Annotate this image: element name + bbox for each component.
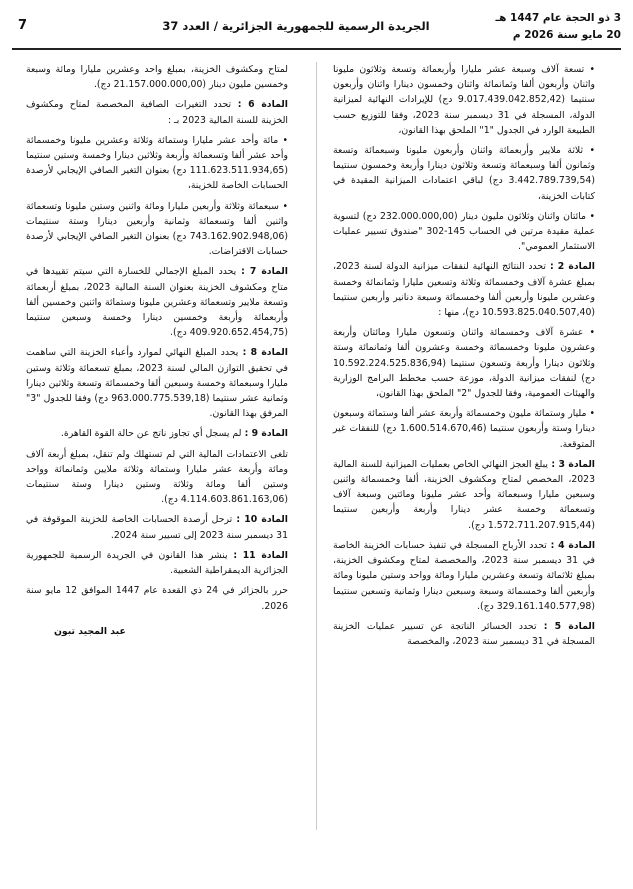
paragraph xyxy=(26,133,288,194)
column-divider xyxy=(316,62,317,830)
article-heading: المادة 6 : xyxy=(231,99,288,111)
article-heading: المادة 9 : xyxy=(241,428,288,440)
paragraph xyxy=(333,538,595,614)
paragraph-text: تحدد الأرباح المسجلة في تنفيذ حسابات الخزينة الخاصة في 31 ديسمبر سنة 2023، والمخصصة لمتاح ومكشوف الخزينة، بمبلغ ثلاثمائة وتسعة وعشرين مليارا ومائة وواحد وستين مليونا ومائة وأربعين ألفا وخمسمائة وسبعة وسبعين دينارا وثمانية وتسعين سنتيما (329.161.140.577,98 دج). xyxy=(333,539,595,612)
paragraph xyxy=(333,209,595,255)
paragraph-text: تحدد التغيرات الصافية المخصصة لمتاح ومكشوف الخزينة للسنة المالية 2023 بـ : xyxy=(26,99,288,126)
paragraph-text: تحدد الخسائر الناتجة عن تسيير عمليات الخزينة المسجلة في 31 ديسمبر سنة 2023، والمخصصة xyxy=(333,620,595,648)
paragraph xyxy=(26,548,288,578)
paragraph xyxy=(26,447,288,508)
paragraph-text: يحدد المبلغ الإجمالي للخسارة التي سيتم تقييدها في متاح ومكشوف الخزينة بعنوان السنة المالية 2023، بمبلغ أربعمائة وتسعة ملايير وتسعمائة وعشرين مليونا وستمائة واثنين وخمسين ألفا وأربعمائة وأربعة وخمسين دينارا وخمسة وسبعين سنتيما (409.920.652.454,75 دج). xyxy=(26,266,288,339)
paragraph-text: • عشرة آلاف وخمسمائة واثنان وتسعون مليارا ومائتان وأربعة وعشرون مليونا وخمسمائة وخمسة وعشرون ألفا وثمانمائة وستة وثلاثون دينارا وأربعة وتسعون سنتيما (10.592.224.525.836,94 دج) لنفقات ميزانية الدولة، موزعة حسب مخطط البرامج الوزارية والهيئات العمومية، وفقا للجدول "2" الملحق بهذا القانون، xyxy=(333,327,595,400)
paragraph xyxy=(26,62,288,92)
article-heading: المادة 2 : xyxy=(545,261,595,273)
article-heading: المادة 4 : xyxy=(546,539,596,551)
left-column xyxy=(26,62,288,644)
article-heading: المادة 5 : xyxy=(536,620,595,632)
paragraph xyxy=(333,457,595,533)
paragraph-text: يحدد المبلغ النهائي لموارد وأعباء الخزينة التي ساهمت في تحقيق التوازن المالي لسنة 2023، بمبلغ تسعمائة وثلاثة وستين مليارا وسبعمائة وخمسة وسبعين ألفا وخمسمائة وتسعة وثلاثين دينارا وثمانية عشر سنتيما (963.000.775.539,18 دج) وفقا للجدول "3" المرفق بهذا القانون. xyxy=(26,347,288,420)
paragraph-text: • تسعة آلاف وسبعة عشر مليارا وأربعمائة وتسعة وثلاثون مليونا واثنان وأربعون ألفا وثمانمائة واثنان وخمسون دينارا واثنان وأربعون سنتيما (9.017.439.042.852,42 دج) للإيرادات النهائية لميزانية الدولة، المسجلة في 31 ديسمبر سنة 2023، وفقا للتوزيع حسب الطبيعة الوارد في الجدول "1" الملحق بهذا القانون، xyxy=(333,64,595,136)
header-date xyxy=(489,10,621,44)
page-header xyxy=(12,10,621,50)
paragraph-text: لم يسجل أي تجاوز ناتج عن حالة القوة القاهرة. xyxy=(60,428,242,440)
paragraph xyxy=(26,97,288,127)
header-title: الجريدة الرسمية للجمهورية الجزائرية / العدد 37 xyxy=(162,19,430,33)
paragraph-text: • مائتان واثنان وثلاثون مليون دينار (232.000.000,00 دج) لتسوية عملية مقيدة مرتين في الحساب 145-302 "صندوق تسيير عمليات الاستثمار العمومي". xyxy=(333,210,595,253)
paragraph-text: • مائة وأحد عشر مليارا وستمائة وثلاثة وعشرين مليونا وخمسمائة وأحد عشر ألفا وتسعمائة وأربعة وثلاثين دينارا وخمسة وستين سنتيما (111.623.511.934,65 دج) بعنوان التغير الصافي الإيجابي لأرصدة الحسابات الخاصة للخزينة، xyxy=(26,134,288,192)
paragraph-text: • ثلاثة ملايير وأربعمائة واثنان وأربعون مليونا وسبعمائة وتسعة وثمانون ألفا وسبعمائة وتسعة وثلاثون دينارا وأربعة وخمسون سنتيما (3.442.789.739,54 دج) لباقي اعتمادات الميزانية المقيدة في كتابات الخزينة، xyxy=(333,145,595,202)
paragraph-text: • سبعمائة وثلاثة وأربعين مليارا ومائة واثنين وستين مليونا وتسعمائة واثنين ألفا وتسعمائة وثمانية وأربعين دينارا وستة سنتيمات (743.162.902.948,06 دج) بعنوان التغير الصافي الإيجابي لأرصدة حسابات الاقتراضات. xyxy=(26,200,288,258)
paragraph xyxy=(333,143,595,204)
paragraph xyxy=(26,264,288,340)
article-heading: المادة 7 : xyxy=(236,266,288,278)
paragraph xyxy=(26,199,288,260)
paragraph-text: ترحل أرصدة الحسابات الخاصة للخزينة الموقوفة في 31 ديسمبر سنة 2023 إلى تسيير سنة 2024. xyxy=(26,514,288,541)
paragraph xyxy=(26,345,288,421)
paragraph-text: يبلغ العجز النهائي الخاص بعمليات الميزانية للسنة المالية 2023، المخصص لمتاح ومكشوف الخزينة، ألفا وخمسمائة واثنين وسبعين مليارا وسبعمائة وأحد عشر مليونا ومائتين وسبعة آلاف وتسعمائة وخمسة عشر دينارا وأربعة وأربعين سنتيما (1.572.711.207.915,44 دج). xyxy=(333,458,595,531)
header-date-gregorian: 20 مايو سنة 2026 م xyxy=(512,29,621,41)
paragraph-text: • مليار وستمائة مليون وخمسمائة وأربعة عشر ألفا وستمائة وسبعون دينارا وستة وأربعون سنتيما (1.600.514.670,46 دج) للنفقات غير المتوقعة. xyxy=(333,408,595,450)
paragraph-text: تلغى الاعتمادات المالية التي لم تستهلك ولم تنقل، بمبلغ أربعة آلاف ومائة وأربعة عشر مليارا وستمائة وثلاثة ملايين وثمانمائة وواحد وستين ألفا ومائة وثلاثة وستين دينارا وستة سنتيمات (4.114.603.861.163,06 دج). xyxy=(26,448,288,506)
article-heading: المادة 3 : xyxy=(548,458,595,470)
paragraph xyxy=(26,426,288,441)
paragraph xyxy=(333,62,595,138)
page-number: 7 xyxy=(18,18,28,33)
paragraph xyxy=(26,583,288,613)
paragraph xyxy=(333,259,595,320)
paragraph-text: حرر بالجزائر في 24 ذي القعدة عام 1447 الموافق 12 مايو سنة 2026. xyxy=(26,585,288,612)
article-heading: المادة 10 : xyxy=(232,514,288,526)
header-date-hijri: 3 ذو الحجة عام 1447 هـ xyxy=(495,12,621,24)
paragraph-text: تحدد النتائج النهائية لنفقات ميزانية الدولة لسنة 2023، بمبلغ عشرة آلاف وخمسمائة وثلاثة وتسعين مليارا وثمانمائة وخمسة وعشرين مليونا وأربعين ألفا وخمسمائة وسبعة دنانير وأربعين سنتيما (10.593.825.040.507,40 دج)، منها : xyxy=(333,261,595,319)
article-heading: المادة 11 : xyxy=(227,549,288,561)
paragraph-text: ينشر هذا القانون في الجريدة الرسمية للجمهورية الجزائرية الديمقراطية الشعبية. xyxy=(26,549,288,577)
paragraph xyxy=(26,512,288,542)
paragraph-text: لمتاح ومكشوف الخزينة، بمبلغ واحد وعشرين مليارا ومائة وسبعة وخمسين مليون دينار (21.157.000.000,00 دج). xyxy=(26,64,288,91)
paragraph xyxy=(333,406,595,452)
paragraph xyxy=(333,325,595,401)
article-heading: المادة 8 : xyxy=(238,347,288,359)
paragraph xyxy=(333,619,595,649)
right-column xyxy=(333,62,595,654)
signature: عبد المجيد تبون xyxy=(54,625,126,637)
